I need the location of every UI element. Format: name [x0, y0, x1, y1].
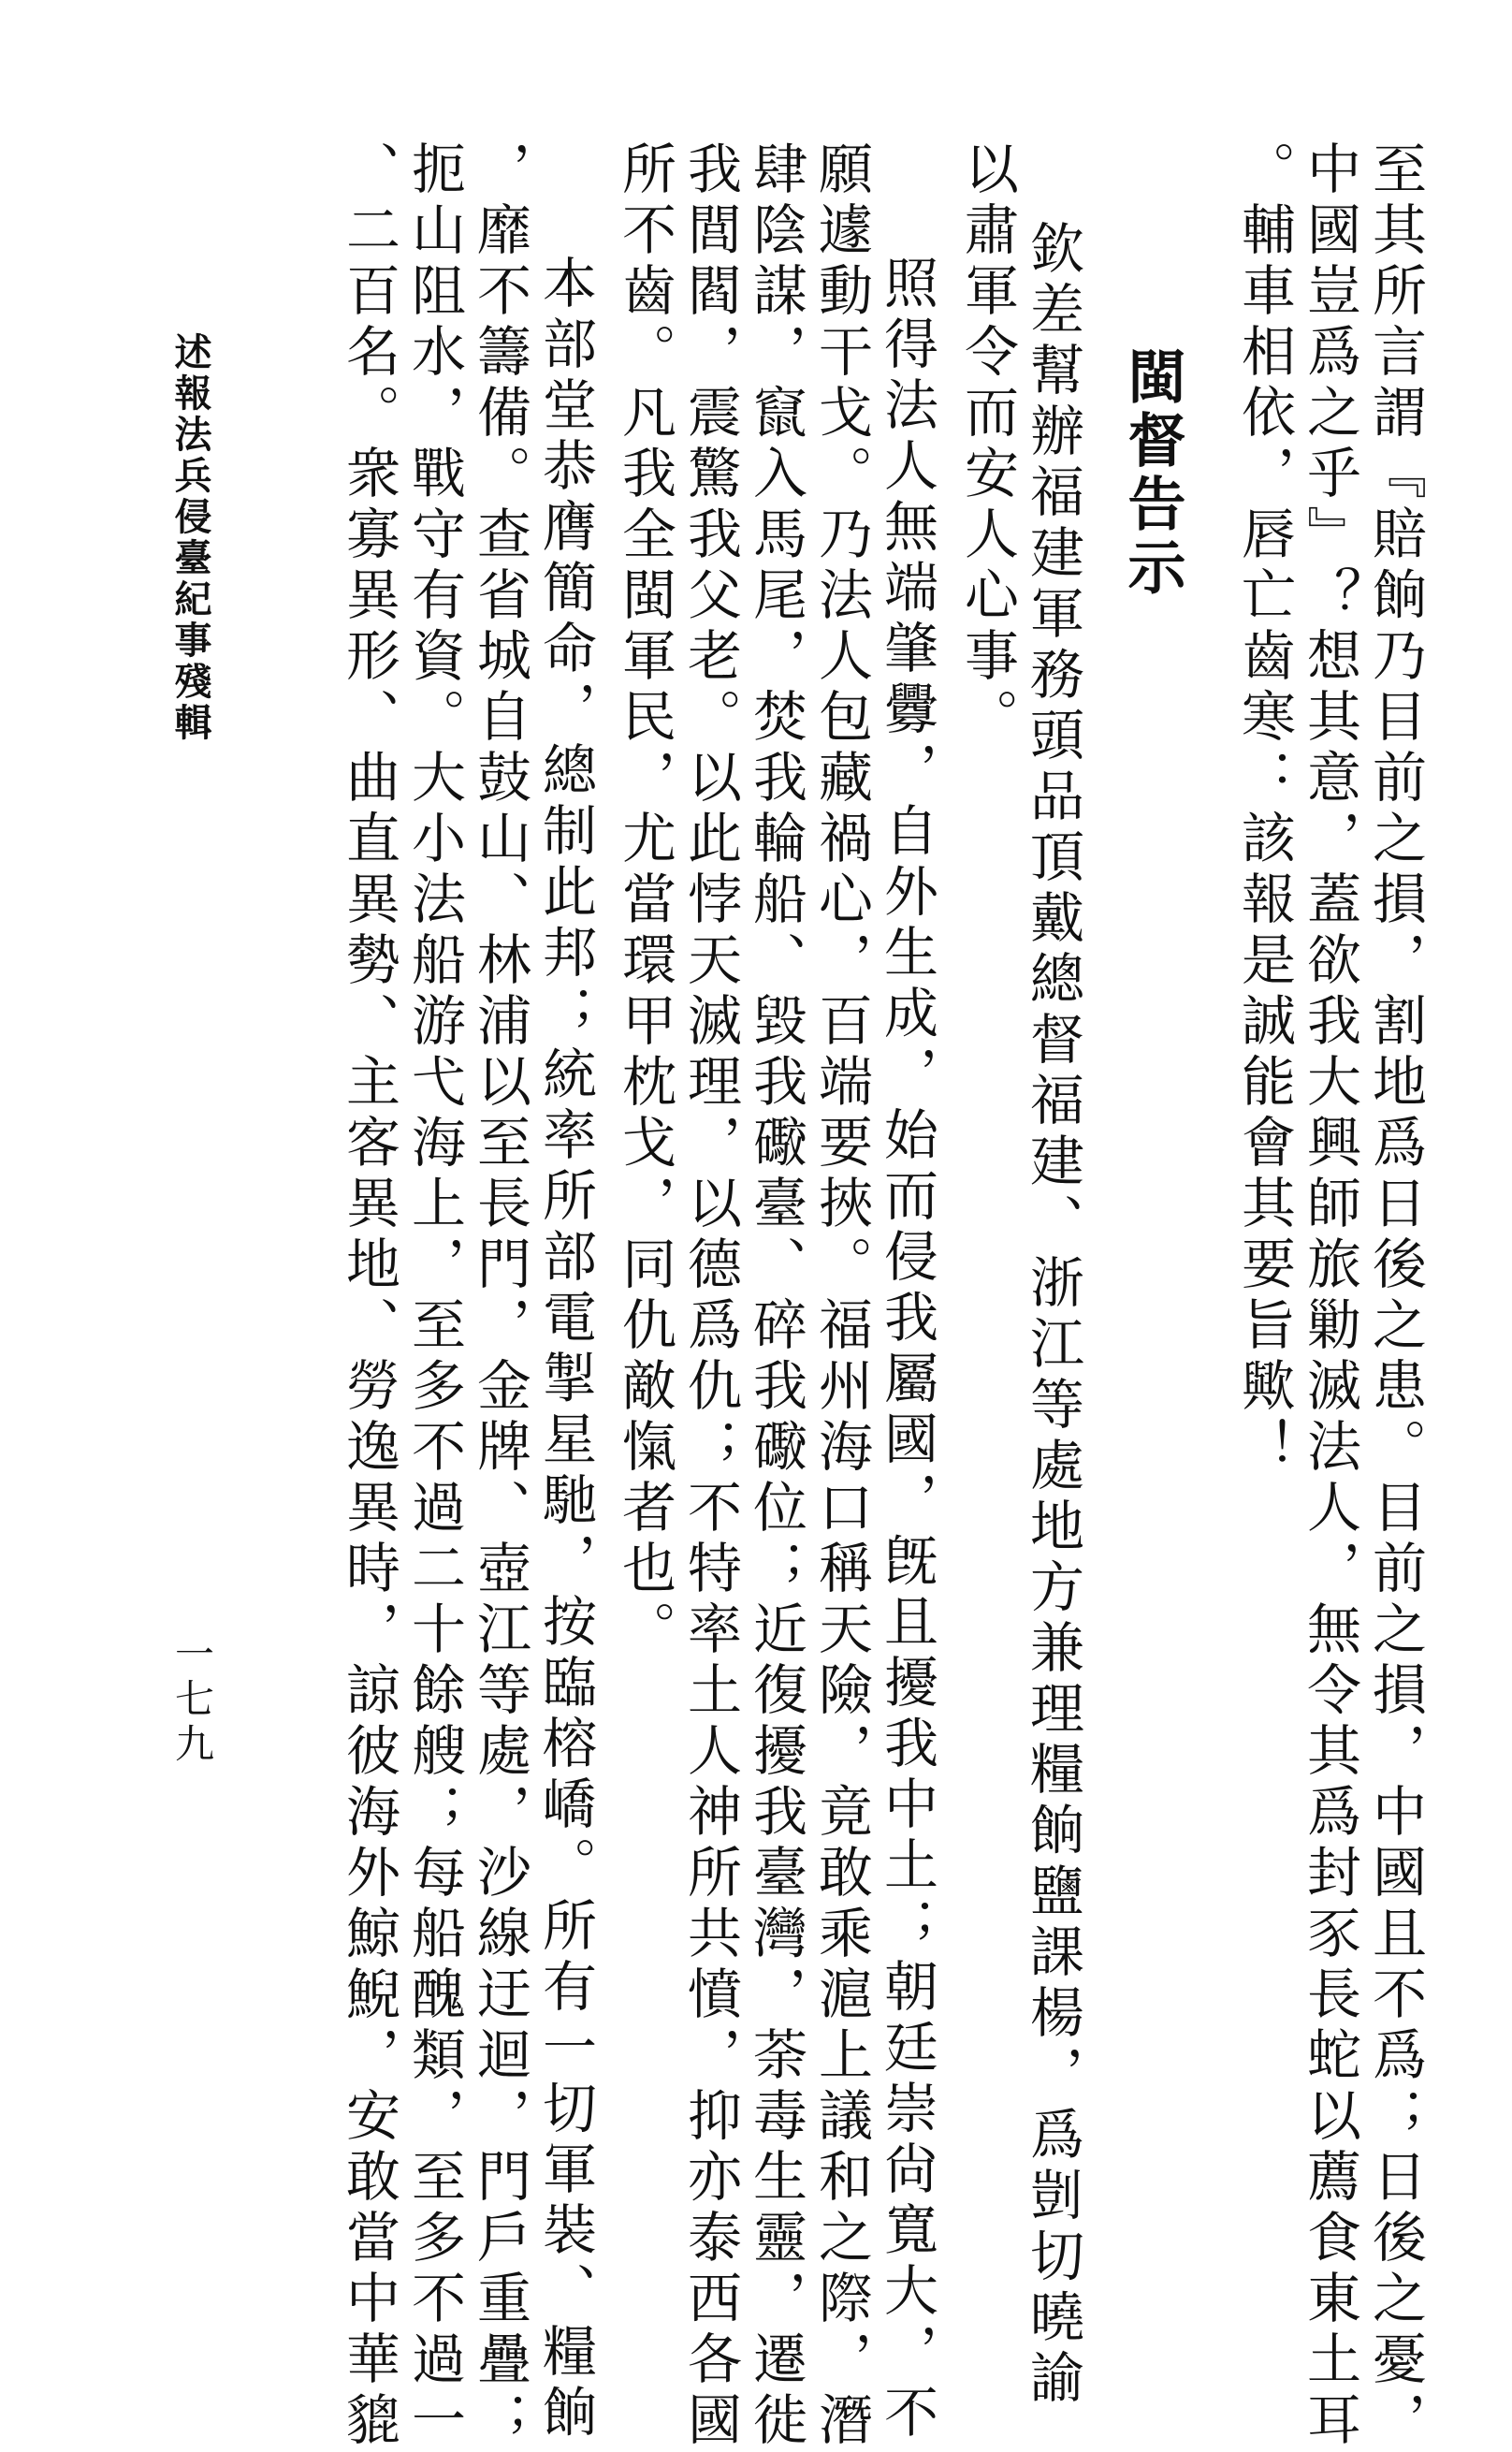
text-column: 中國豈爲之乎』？想其意，蓋欲我大興師旅勦滅法人，無令其爲封豕長蛇以薦食東土耳: [1298, 140, 1361, 2452]
text-column: 扼山阻水，戰守有資。大小法船游弋海上，至多不過二十餘艘；每船醜類，至多不過一: [402, 140, 466, 2452]
text-column: 我閭閻，震驚我父老。以此悖天滅理，以德爲仇；不特率土人神所共憤，抑亦泰西各國: [678, 140, 742, 2452]
text-column: 至其所言謂『賠餉乃目前之損，割地爲日後之患。目前之損，中國且不爲；日後之憂，: [1363, 140, 1427, 2452]
text-column: 。輔車相依，唇亡齒寒：該報是誠能會其要旨歟！: [1232, 140, 1296, 1479]
text-column: 、二百名。衆寡異形、曲直異勢、主客異地、勞逸異時，諒彼海外鯨鯢，安敢當中華貔: [337, 140, 400, 2452]
text-column: 願遽動干戈。乃法人包藏禍心，百端要挾。福州海口稱天險，竟敢乘滬上議和之際，潛: [809, 140, 873, 2452]
section-heading: 閩督告示: [1118, 346, 1186, 601]
book-title: 述報法兵侵臺紀事殘輯: [168, 332, 212, 744]
edict-title-line: 以肅軍令而安人心事。: [955, 140, 1019, 749]
text-column: 照得法人無端肇釁，自外生成，始而侵我屬國，旣且擾我中土；朝廷崇尙寬大，不: [875, 255, 938, 2445]
page-number: 一七九: [169, 1633, 215, 1768]
text-column: 所不齒。凡我全閩軍民，尤當環甲枕戈，同仇敵愾者也。: [613, 140, 676, 1661]
edict-title-line: 欽差幫辦福建軍務頭品頂戴總督福建、浙江等處地方兼理糧餉鹽課楊，爲剴切曉諭: [1021, 220, 1084, 2410]
text-column: 本部堂恭膺簡命，總制此邦；統率所部電掣星馳，按臨榕嶠。所有一切軍裝、糧餉: [533, 255, 597, 2445]
text-column: ，靡不籌備。查省城自鼓山、林浦以至長門，金牌、壺江等處，沙線迂迴，門戶重疊；: [468, 140, 531, 2452]
text-column: 肆陰謀，竄入馬尾，焚我輪船、毀我礮臺、碎我礮位；近復擾我臺灣，荼毒生靈，遷徙: [744, 140, 807, 2452]
